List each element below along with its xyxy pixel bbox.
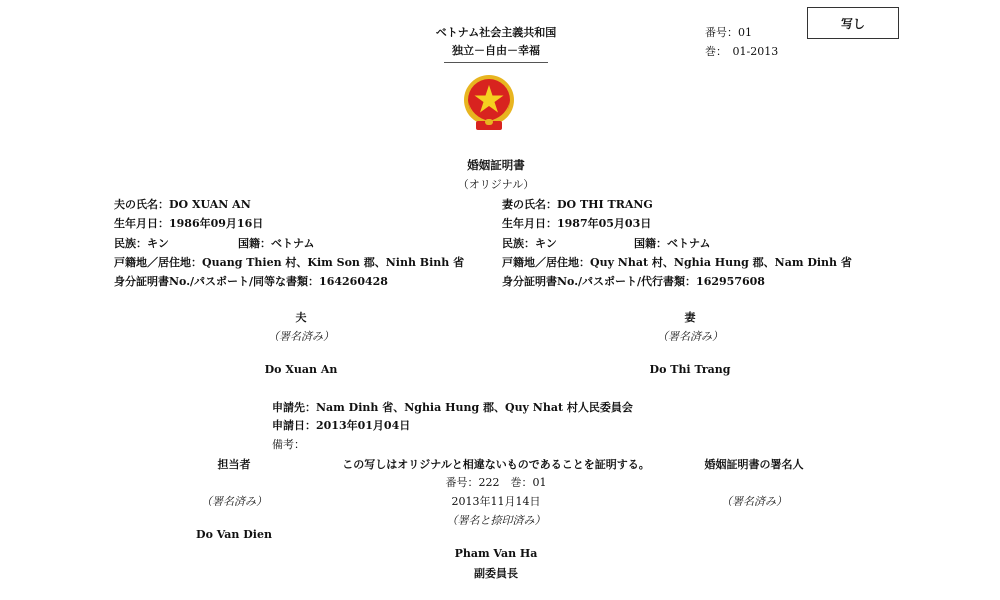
husband-name: 夫の氏名：DO XUAN AN: [114, 198, 251, 211]
signer-title: 副委員長: [474, 567, 518, 580]
national-motto: 独立－自由－幸福: [444, 42, 548, 63]
country-name: ベトナム社会主義共和国: [435, 26, 557, 39]
husband-birth: 生年月日：1986年09月16日: [114, 217, 264, 230]
registrar-signed-note: （署名済み）: [721, 495, 787, 508]
husband-id: 身分証明書No./パスポート/同等な書類：164260428: [114, 275, 388, 288]
copy-label: 写し: [840, 16, 865, 31]
officer-label: 担当者: [217, 458, 251, 471]
wife-birth: 生年月日：1987年05月03日: [502, 217, 652, 230]
husband-signature-name: Do Xuan An: [264, 363, 338, 376]
wife-signature-label: 妻: [684, 311, 696, 324]
copy-stamp: [807, 7, 899, 39]
document-number: 番号：01: [705, 26, 752, 39]
officer-name: Do Van Dien: [196, 528, 272, 541]
document-title: 婚姻証明書: [467, 158, 525, 172]
wife-id: 身分証明書No./パスポート/代行書類：162957608: [502, 275, 765, 288]
wife-signature-name: Do Thi Trang: [649, 363, 731, 376]
document-subtitle: （オリジナル）: [457, 178, 535, 191]
registrar-label: 婚姻証明書の署名人: [704, 458, 804, 471]
wife-nationality: 国籍：ベトナム: [634, 237, 711, 250]
husband-residence: 戸籍地／居住地：Quang Thien 村、Kim Son 郡、Ninh Binh 省: [114, 256, 465, 269]
document-volume: 巻： 01-2013: [705, 45, 779, 58]
wife-residence: 戸籍地／居住地：Quy Nhat 村、Nghia Hung 郡、Nam Dinh 省: [502, 256, 852, 269]
husband-signature-label: 夫: [295, 311, 307, 324]
officer-signed-note: （署名済み）: [201, 495, 267, 508]
certification-statement: この写しはオリジナルと相違ないものであることを証明する。: [342, 458, 650, 471]
sealed-note: （署名と捺印済み）: [446, 514, 546, 527]
wife-name: 妻の氏名：DO THI TRANG: [502, 198, 653, 211]
husband-nationality: 国籍：ベトナム: [238, 237, 315, 250]
wife-ethnicity: 民族：キン: [502, 237, 557, 250]
application-date: 申請日：2013年01月04日: [272, 419, 411, 432]
certification-date: 2013年11月14日: [451, 495, 541, 508]
husband-ethnicity: 民族：キン: [114, 237, 169, 250]
certification-number: 番号：222 巻：01: [445, 476, 547, 489]
national-emblem-icon: [463, 73, 515, 135]
application-place: 申請先：Nam Dinh 省、Nghia Hung 郡、Quy Nhat 村人民委員会: [272, 401, 633, 414]
husband-signed-note: （署名済み）: [268, 330, 334, 343]
remarks: 備考：: [272, 438, 305, 451]
signer-name: Pham Van Ha: [454, 547, 538, 560]
wife-signed-note: （署名済み）: [657, 330, 723, 343]
